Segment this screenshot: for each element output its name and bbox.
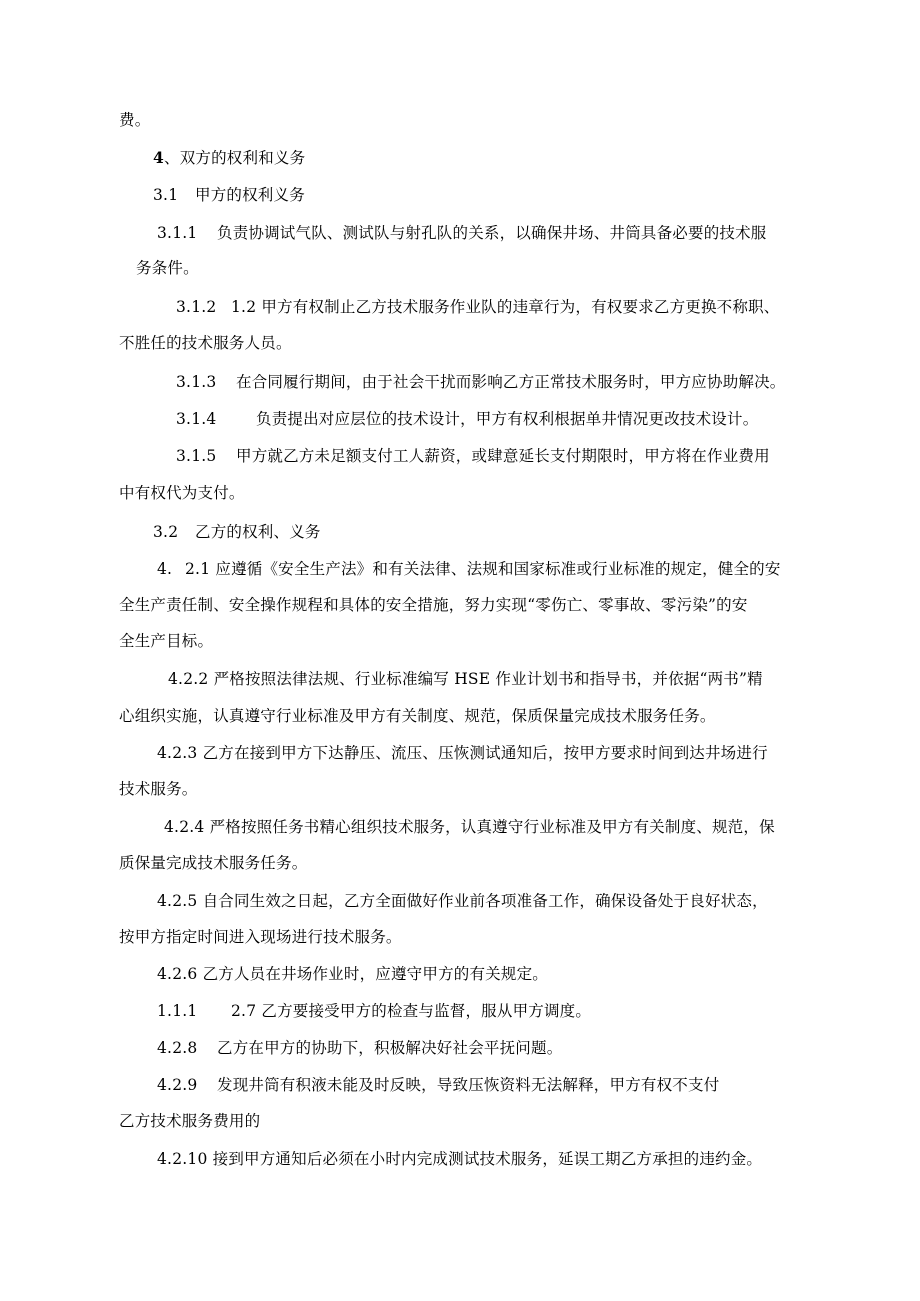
clause-4-2-2 xyxy=(168,669,763,689)
text: 在合同履行期间，由于社会干扰而影响乙方正常技术服务时，甲方应协助解决。 xyxy=(236,373,786,391)
section-number: 3.1 xyxy=(153,186,179,204)
section-number: 4 xyxy=(153,148,164,167)
text: 发现井筒有积液未能及时反映，导致压恢资料无法解释，甲方有权不支付 xyxy=(217,1076,720,1094)
text: 乙方技术服务费用的 xyxy=(119,1112,261,1130)
clause-4-2-6 xyxy=(157,964,548,984)
paragraph-line xyxy=(119,595,748,615)
section-heading-3-2 xyxy=(153,522,321,542)
paragraph-line xyxy=(119,110,150,130)
paragraph-line xyxy=(136,258,199,278)
text: 4.2.3 乙方在接到甲方下达静压、流压、压恢测试通知后，按甲方要求时间到达井场进行 xyxy=(157,744,768,762)
clause-4-2-7 xyxy=(157,1001,591,1021)
clause-4-2-4 xyxy=(164,817,775,837)
paragraph-line xyxy=(119,779,198,799)
clause-3-1-2 xyxy=(176,297,779,317)
text: 不胜任的技术服务人员。 xyxy=(119,334,292,352)
text: 心组织实施，认真遵守行业标准及甲方有关制度、规范，保质保量完成技术服务任务。 xyxy=(119,707,716,725)
section-number: 3.2 xyxy=(153,523,179,541)
clause-4-2-9 xyxy=(157,1075,719,1095)
text: 全生产责任制、安全操作规程和具体的安全措施，努力实现“零伤亡、零事故、零污染”的安 xyxy=(119,596,748,614)
text: 1.2 甲方有权制止乙方技术服务作业队的违章行为，有权要求乙方更换不称职、 xyxy=(231,298,780,316)
section-title: 甲方的权利义务 xyxy=(195,186,305,204)
paragraph-line xyxy=(119,483,245,503)
text: 4.2.4 严格按照任务书精心组织技术服务，认真遵守行业标准及甲方有关制度、规范，保 xyxy=(164,818,775,836)
text: 费。 xyxy=(119,111,151,129)
paragraph-line xyxy=(119,333,292,353)
text: 中有权代为支付。 xyxy=(119,484,245,502)
clause-number: 1.1.1 xyxy=(157,1002,198,1020)
clause-3-1-4 xyxy=(176,409,758,429)
clause-3-1-1 xyxy=(157,223,767,243)
clause-3-1-5 xyxy=(176,446,770,466)
clause-number: 4.2.9 xyxy=(157,1076,198,1094)
text: 技术服务。 xyxy=(119,780,198,798)
text: 乙方在甲方的协助下，积极解决好社会平抚问题。 xyxy=(217,1039,563,1057)
text: 4.2.6 乙方人员在井场作业时，应遵守甲方的有关规定。 xyxy=(157,965,548,983)
text: 负责提出对应层位的技术设计，甲方有权利根据单井情况更改技术设计。 xyxy=(256,410,759,428)
text: 4.2.10 接到甲方通知后必须在小时内完成测试技术服务，延误工期乙方承担的违约金。 xyxy=(157,1150,763,1168)
clause-4-2-5 xyxy=(157,891,768,911)
text: 质保量完成技术服务任务。 xyxy=(119,854,308,872)
clause-3-1-3 xyxy=(176,372,786,392)
clause-4-2-10 xyxy=(157,1149,762,1169)
text: 2.7 乙方要接受甲方的检查与监督，服从甲方调度。 xyxy=(231,1002,592,1020)
clause-4-2-1 xyxy=(157,559,781,579)
clause-number: 3.1.4 xyxy=(176,410,217,428)
section-title: 、双方的权利和义务 xyxy=(164,149,306,167)
section-title: 乙方的权利、义务 xyxy=(195,523,321,541)
clause-number: 4. xyxy=(157,560,173,578)
paragraph-line xyxy=(119,853,307,873)
clause-4-2-3 xyxy=(157,743,768,763)
clause-number: 3.1.5 xyxy=(176,447,217,465)
text: 2.1 应遵循《安全生产法》和有关法律、法规和国家标准或行业标准的规定，健全的安 xyxy=(185,560,781,578)
text: 负责协调试气队、测试队与射孔队的关系，以确保井场、井筒具备必要的技术服 xyxy=(217,224,767,242)
paragraph-line xyxy=(119,1111,260,1131)
clause-number: 3.1.3 xyxy=(176,373,217,391)
paragraph-line xyxy=(119,927,402,947)
section-heading-3-1 xyxy=(153,185,305,205)
clause-4-2-8 xyxy=(157,1038,562,1058)
text: 甲方就乙方未足额支付工人薪资，或肆意延长支付期限时，甲方将在作业费用 xyxy=(236,447,770,465)
text: 全生产目标。 xyxy=(119,632,214,650)
paragraph-line xyxy=(119,631,213,651)
clause-number: 3.1.1 xyxy=(157,224,198,242)
text: 务条件。 xyxy=(136,259,199,277)
paragraph-line xyxy=(119,706,716,726)
section-heading-4 xyxy=(153,148,305,168)
text: 4.2.2 严格按照法律法规、行业标准编写 HSE 作业计划书和指导书，并依据“两书”精 xyxy=(168,670,763,688)
text: 按甲方指定时间进入现场进行技术服务。 xyxy=(119,928,402,946)
text: 4.2.5 自合同生效之日起，乙方全面做好作业前各项准备工作，确保设备处于良好状态， xyxy=(157,892,768,910)
clause-number: 4.2.8 xyxy=(157,1039,198,1057)
clause-number: 3.1.2 xyxy=(176,298,217,316)
